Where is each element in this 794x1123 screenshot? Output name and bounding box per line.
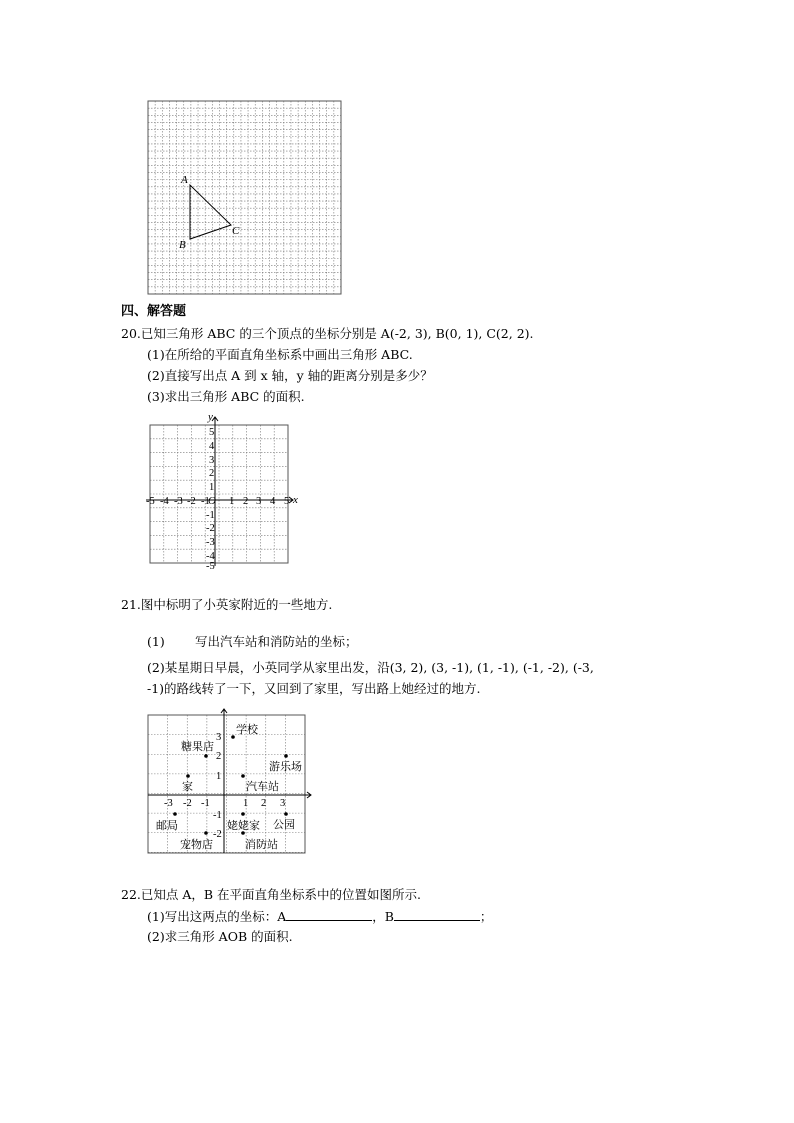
triangle-abc xyxy=(190,185,231,239)
place-dot-school xyxy=(231,735,235,739)
q21-x-tick: -3 xyxy=(164,798,173,809)
q20-y-tick: 2 xyxy=(209,468,215,479)
q20-y-tick: 1 xyxy=(209,482,215,493)
q20-x-axis-label: x xyxy=(293,494,298,506)
place-label-playground: 游乐场 xyxy=(269,760,302,773)
q22-part1-suffix: ； xyxy=(479,909,493,924)
q20-x-tick: 4 xyxy=(270,496,276,507)
q21-x-tick: 3 xyxy=(280,798,286,809)
q20-coordinate-grid xyxy=(143,411,303,572)
top-grid-figure xyxy=(145,99,345,299)
place-label-candy-store: 糖果店 xyxy=(181,740,214,753)
q21-stem: 21.图中标明了小英家附近的一些地方. xyxy=(121,597,333,612)
place-dot-playground xyxy=(284,754,288,758)
q20-x-tick: 2 xyxy=(243,496,249,507)
q21-map-figure xyxy=(145,712,315,857)
place-dot-home xyxy=(186,774,190,778)
q20-y-tick: -5 xyxy=(206,561,215,572)
place-label-bus-station: 汽车站 xyxy=(246,780,279,793)
place-label-fire-station: 消防站 xyxy=(245,838,278,851)
place-label-pet-store: 宠物店 xyxy=(180,838,213,851)
q20-part3: (3)求出三角形 ABC 的面积. xyxy=(147,389,305,404)
q21-part1-number: (1) xyxy=(147,634,165,649)
q21-part2-line2: -1)的路线转了一下，又回到了家里，写出路上她经过的地方. xyxy=(147,681,481,696)
q21-part2-line1: (2)某星期日早晨，小英同学从家里出发，沿(3, 2), (3, -1), (1, -1), (-1, -2), (-3, xyxy=(147,660,594,675)
place-label-park: 公园 xyxy=(273,818,295,831)
point-a-label: A xyxy=(181,174,188,186)
q21-y-tick: -1 xyxy=(213,810,222,821)
place-label-post-office: 邮局 xyxy=(156,819,178,832)
q22-part2: (2)求三角形 AOB 的面积. xyxy=(147,929,293,944)
place-label-home: 家 xyxy=(182,780,193,793)
point-c-label: C xyxy=(232,225,240,237)
q21-y-tick: 2 xyxy=(216,751,222,762)
section-heading: 四、解答题 xyxy=(121,304,187,319)
q20-part2: (2)直接写出点 A 到 x 轴，y 轴的距离分别是多少？ xyxy=(147,368,433,383)
place-dot-bus-station xyxy=(241,774,245,778)
q21-y-tick: 1 xyxy=(216,771,222,782)
q20-x-tick: 3 xyxy=(256,496,262,507)
place-dot-candy-store xyxy=(204,754,208,758)
q20-y-tick: 3 xyxy=(209,455,215,466)
place-dot-grandma-home xyxy=(241,812,245,816)
q20-x-tick: -5 xyxy=(146,496,155,507)
q20-x-tick: -4 xyxy=(160,496,169,507)
q21-x-tick: 2 xyxy=(261,798,267,809)
q21-x-tick: -1 xyxy=(201,798,210,809)
q20-x-tick: -2 xyxy=(187,496,196,507)
place-dot-pet-store xyxy=(204,831,208,835)
point-b-label: B xyxy=(179,239,186,251)
q21-part1-text: 写出汽车站和消防站的坐标； xyxy=(195,634,358,649)
place-dot-park xyxy=(284,812,288,816)
q20-part1: (1)在所给的平面直角坐标系中画出三角形 ABC. xyxy=(147,347,413,362)
q20-x-tick: -3 xyxy=(174,496,183,507)
q20-stem: 20.已知三角形 ABC 的三个顶点的坐标分别是 A(-2, 3), B(0, 1), C(2, 2). xyxy=(121,326,534,341)
answer-blank-b[interactable] xyxy=(394,908,480,921)
q20-y-tick: -4 xyxy=(206,551,215,562)
place-label-grandma-home: 姥姥家 xyxy=(227,819,260,832)
q20-origin-label: O xyxy=(208,495,216,507)
q20-x-tick: -1 xyxy=(201,496,210,507)
q21-y-tick: 3 xyxy=(216,732,222,743)
q21-x-tick: 1 xyxy=(243,798,249,809)
q20-x-tick: 1 xyxy=(229,496,235,507)
place-label-school: 学校 xyxy=(236,723,258,736)
q20-x-tick: 5 xyxy=(284,496,290,507)
q21-x-tick: -2 xyxy=(183,798,192,809)
place-dot-post-office xyxy=(173,812,177,816)
answer-blank-a[interactable] xyxy=(286,908,372,921)
q20-y-tick: 4 xyxy=(209,441,215,452)
q20-y-tick: -1 xyxy=(206,510,215,521)
q20-y-tick: 5 xyxy=(209,427,215,438)
q20-y-tick: -2 xyxy=(206,523,215,534)
q20-y-tick: -3 xyxy=(206,537,215,548)
q21-y-tick: -2 xyxy=(213,829,222,840)
q22-part1-prefix: (1)写出这两点的坐标：A xyxy=(147,909,287,924)
q20-y-axis-label: y xyxy=(208,411,213,423)
q22-part1 xyxy=(147,908,492,925)
q22-stem: 22.已知点 A，B 在平面直角坐标系中的位置如图所示. xyxy=(121,887,422,902)
q22-part1-mid: ，B xyxy=(372,909,394,924)
